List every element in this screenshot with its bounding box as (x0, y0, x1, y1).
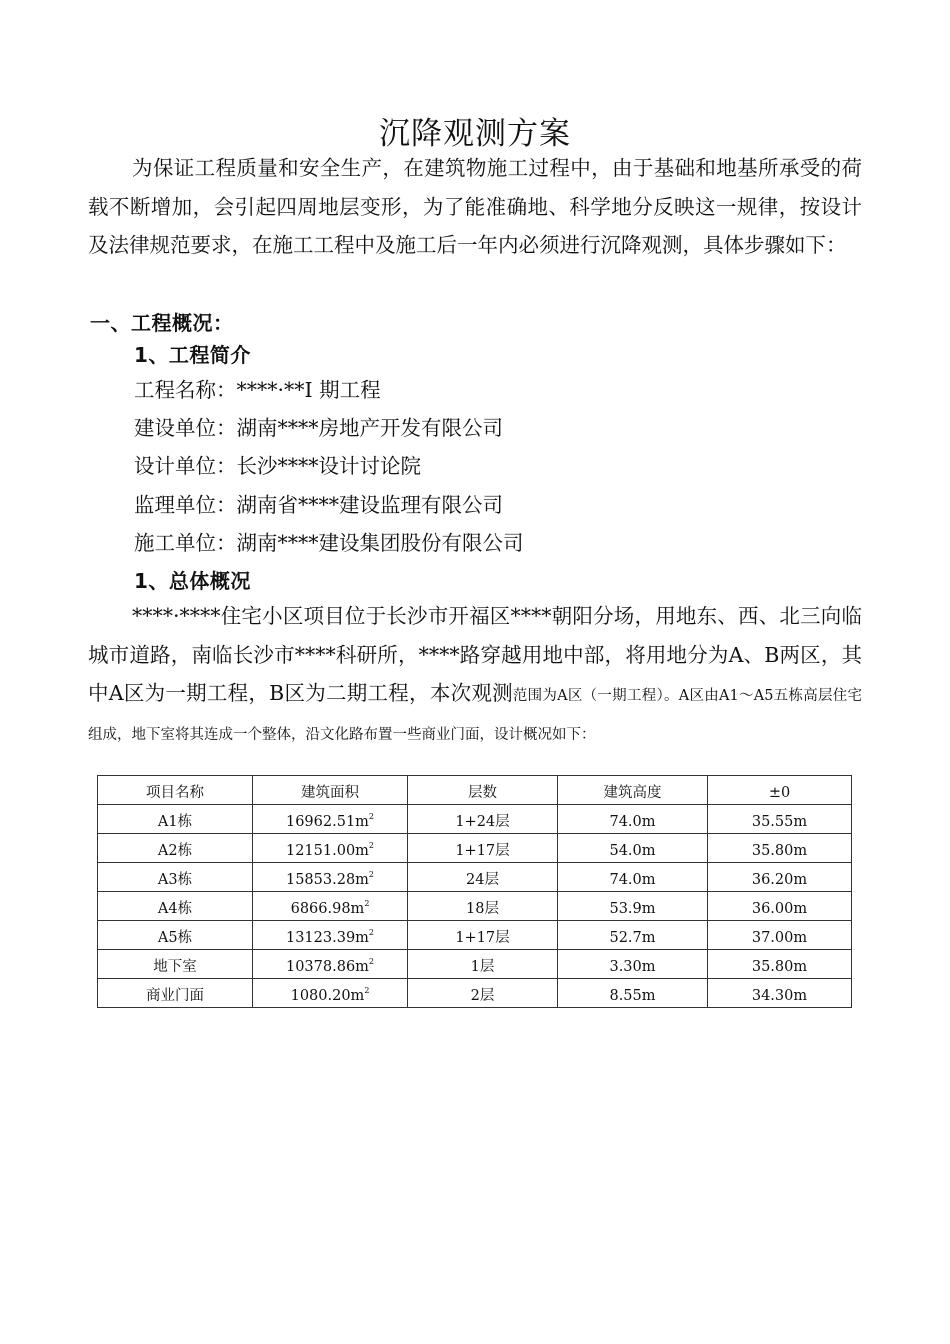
overview-small-text: 范围为A区（一期工程）。A区由A1～A5五栋高层住宅组成，地下室将其连成一个整体，沿文化路布置一些商业门面，设计概况如下： (88, 688, 862, 743)
cell-zero: 36.20m (708, 863, 852, 892)
cell-height: 8.55m (558, 979, 708, 1008)
cell-area: $13123.39m^2$ (253, 921, 408, 950)
cell-height: 54.0m (558, 834, 708, 863)
table-row (98, 979, 852, 1008)
overview-paragraph (88, 597, 862, 751)
header-floor-area: 建筑面积 (253, 776, 408, 805)
developer-line: 建设单位：湖南****房地产开发有限公司 (134, 416, 503, 441)
table-row (98, 950, 852, 979)
building-summary-table (97, 775, 852, 1008)
section-heading-project-overview: 一、工程概况： (90, 311, 234, 335)
table-row (98, 863, 852, 892)
cell-area: $15853.28m^2$ (253, 863, 408, 892)
cell-name: A3栋 (98, 863, 253, 892)
cell-floors: 24层 (408, 863, 558, 892)
cell-height: 3.30m (558, 950, 708, 979)
cell-area: $10378.86m^2$ (253, 950, 408, 979)
designer-line: 设计单位：长沙****设计讨论院 (134, 454, 421, 479)
cell-floors: 2层 (408, 979, 558, 1008)
cell-floors: 1层 (408, 950, 558, 979)
header-building-height: 建筑高度 (558, 776, 708, 805)
table-row (98, 834, 852, 863)
cell-floors: 1+17层 (408, 921, 558, 950)
cell-height: 74.0m (558, 863, 708, 892)
cell-zero: 35.55m (708, 805, 852, 834)
header-floors: 层数 (408, 776, 558, 805)
cell-height: 53.9m (558, 892, 708, 921)
table-row (98, 805, 852, 834)
cell-name: A1栋 (98, 805, 253, 834)
cell-height: 52.7m (558, 921, 708, 950)
cell-area: $6866.98m^2$ (253, 892, 408, 921)
subsection-heading-project-intro: 1、工程简介 (134, 343, 251, 367)
cell-zero: 35.80m (708, 834, 852, 863)
cell-height: 74.0m (558, 805, 708, 834)
cell-floors: 1+24层 (408, 805, 558, 834)
cell-zero: 35.80m (708, 950, 852, 979)
table-row (98, 921, 852, 950)
cell-area: $16962.51m^2$ (253, 805, 408, 834)
intro-paragraph: 为保证工程质量和安全生产，在建筑物施工过程中，由于基础和地基所承受的荷载不断增加，会引起四周地层变形，为了能准确地、科学地分反映这一规律，按设计及法律规范要求，在施工工程中及施工后一年内必须进行沉降观测，具体步骤如下： (88, 156, 862, 257)
cell-name: A2栋 (98, 834, 253, 863)
supervisor-line: 监理单位：湖南省****建设监理有限公司 (134, 492, 503, 517)
project-info-list (134, 371, 524, 562)
header-item-name: 项目名称 (98, 776, 253, 805)
subsection-heading-general-overview: 1、总体概况 (134, 569, 251, 593)
document-title: 沉降观测方案 (379, 116, 571, 152)
cell-zero: 36.00m (708, 892, 852, 921)
cell-name: 商业门面 (98, 979, 253, 1008)
cell-area: $1080.20m^2$ (253, 979, 408, 1008)
cell-floors: 1+17层 (408, 834, 558, 863)
table-header-row (98, 776, 852, 805)
table-row (98, 892, 852, 921)
cell-area: $12151.00m^2$ (253, 834, 408, 863)
cell-name: 地下室 (98, 950, 253, 979)
cell-floors: 18层 (408, 892, 558, 921)
cell-name: A5栋 (98, 921, 253, 950)
cell-zero: 37.00m (708, 921, 852, 950)
project-name-line: 工程名称：****·**Ⅰ 期工程 (134, 378, 381, 402)
contractor-line: 施工单位：湖南****建设集团股份有限公司 (134, 530, 524, 555)
cell-name: A4栋 (98, 892, 253, 921)
cell-zero: 34.30m (708, 979, 852, 1008)
header-zero-elevation: ±0 (708, 776, 852, 805)
overview-main-text: ****·****住宅小区项目位于长沙市开福区****朝阳分场，用地东、西、北三向临城市道路，南临长沙市****科研所，****路穿越用地中部，将用地分为A、B两区，其中A区为一期工程，B区为二期工程，本次观测 (88, 604, 862, 705)
